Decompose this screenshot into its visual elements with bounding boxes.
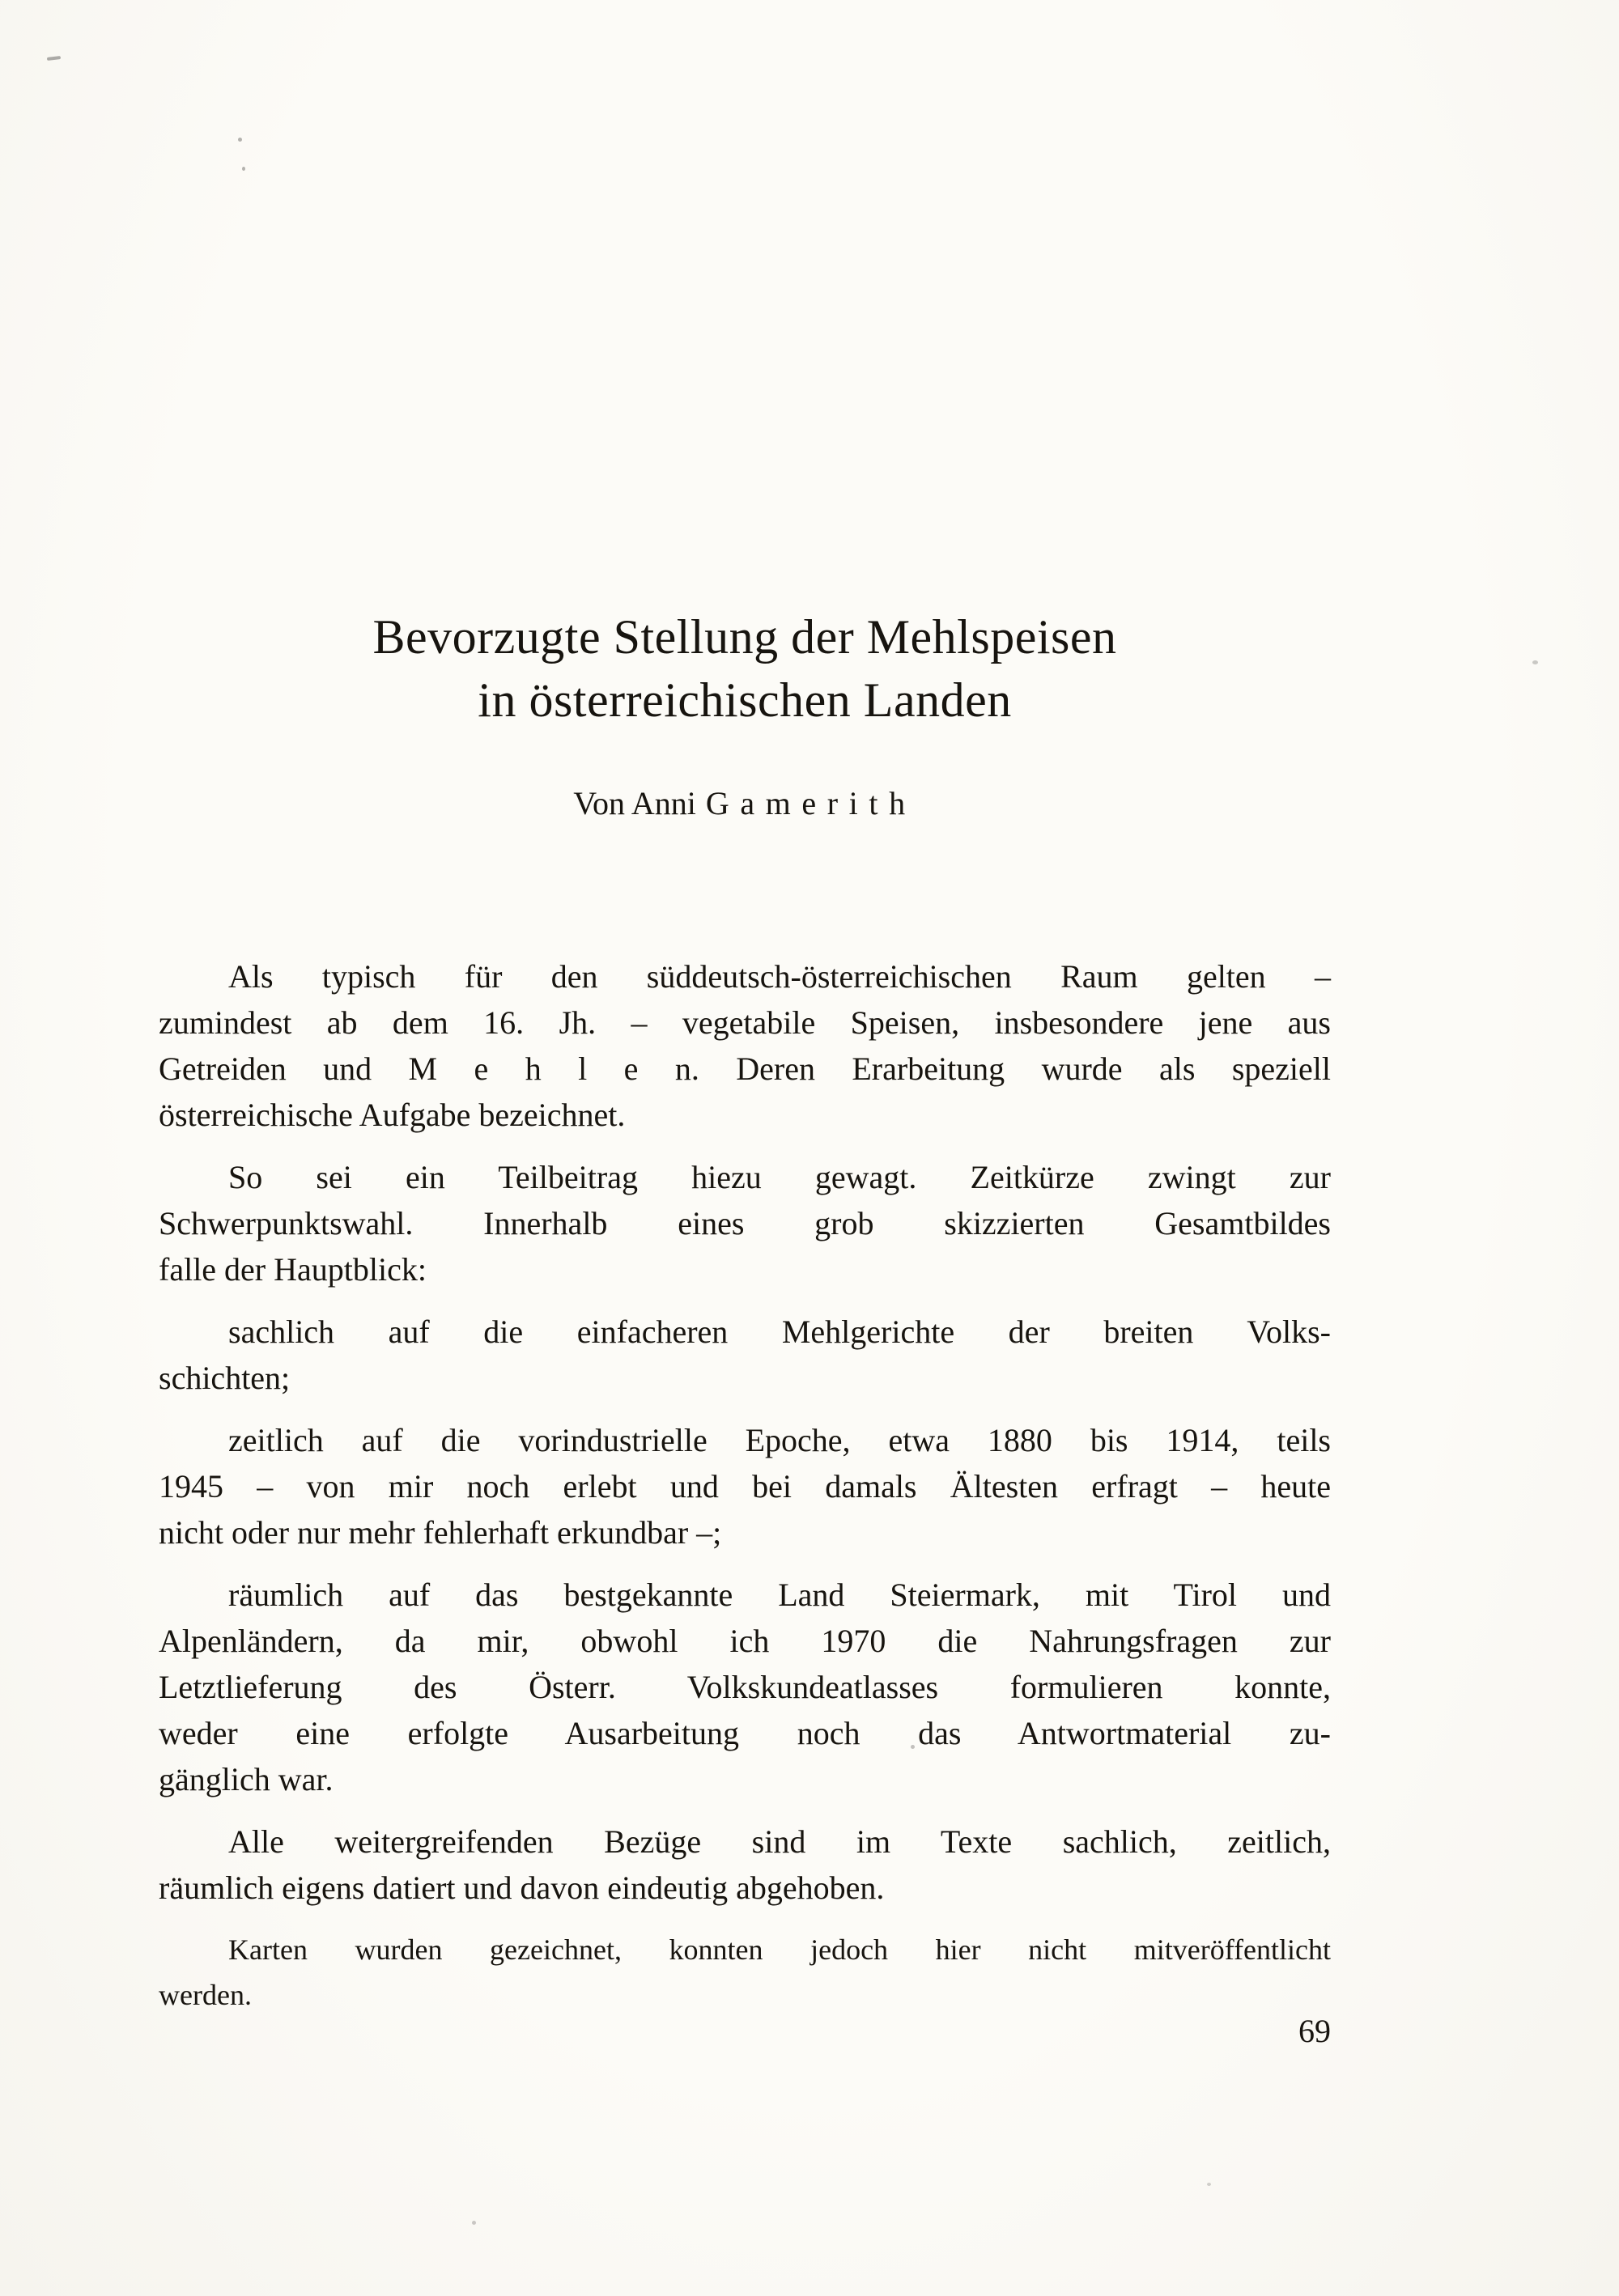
text-line: sachlich auf die einfacheren Mehlgerichte der breiten Volks- [228,1314,1331,1350]
paragraph [159,1819,1331,1911]
author-name: Gamerith [705,785,916,821]
scan-artifact [47,56,61,61]
text-line: Getreiden und M e h l e n. Deren Erarbeitung wurde als speziell [159,1050,1331,1087]
scan-artifact [242,167,245,171]
paragraph [159,1309,1331,1401]
text-line: Alle weitergreifenden Bezüge sind im Texte sachlich, zeitlich, [228,1823,1331,1860]
scan-artifact [1207,2183,1211,2186]
text-line: Letztlieferung des Österr. Volkskundeatlasses formulieren konnte, [159,1669,1331,1705]
article-title [159,605,1331,732]
text-line: österreichische Aufgabe bezeichnet. [159,1097,626,1133]
scan-artifact [238,138,242,142]
paragraph [159,1417,1331,1555]
text-line: Karten wurden gezeichnet, konnten jedoch hier nicht mitveröffentlicht [228,1933,1331,1966]
text-line: 1945 – von mir noch erlebt und bei damals Ältesten erfragt – heute [159,1468,1331,1504]
text-line: So sei ein Teilbeitrag hiezu gewagt. Zeitkürze zwingt zur [228,1159,1331,1195]
text-line: gänglich war. [159,1761,334,1797]
text-line: werden. [159,1979,252,2011]
page-number: 69 [1298,2013,1331,2049]
text-line: zumindest ab dem 16. Jh. – vegetabile Speisen, insbesondere jene aus [159,1004,1331,1041]
text-line: zeitlich auf die vorindustrielle Epoche, etwa 1880 bis 1914, teils [228,1422,1331,1458]
paragraph [159,1572,1331,1802]
body-paragraphs [159,953,1331,2018]
paragraph [159,1927,1331,2018]
text-line: Schwerpunktswahl. Innerhalb eines grob skizzierten Gesamtbildes [159,1205,1331,1241]
text-line: nicht oder nur mehr fehlerhaft erkundbar –; [159,1514,722,1551]
paragraph [159,1154,1331,1292]
text-line: Alpenländern, da mir, obwohl ich 1970 die Nahrungsfragen zur [159,1623,1331,1659]
article-title-line-1: Bevorzugte Stellung der Mehlspeisen [372,610,1117,664]
article-title-line-2: in österreichischen Landen [478,673,1012,727]
text-line: weder eine erfolgte Ausarbeitung noch das Antwortmaterial zu- [159,1715,1331,1751]
paragraph [159,953,1331,1138]
scan-artifact [472,2221,476,2225]
text-line: räumlich eigens datiert und davon eindeutig abgehoben. [159,1869,885,1906]
byline-prefix: Von Anni [573,785,696,821]
text-line: falle der Hauptblick: [159,1251,427,1288]
byline [159,783,1331,824]
scan-artifact [1532,660,1538,664]
text-line: räumlich auf das bestgekannte Land Steiermark, mit Tirol und [228,1577,1331,1613]
text-line: schichten; [159,1360,291,1396]
text-line: Als typisch für den süddeutsch-österreichischen Raum gelten – [228,958,1331,995]
